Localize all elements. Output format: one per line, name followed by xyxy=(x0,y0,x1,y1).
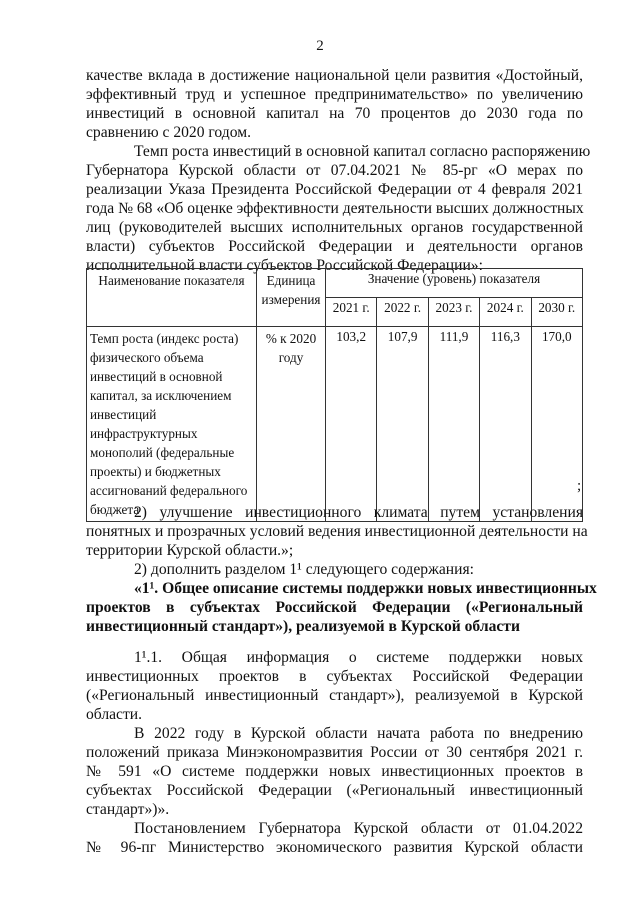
text-line: положений приказа Минэкономразвития России от 30 сентября 2021 г. xyxy=(86,744,583,761)
header-year: 2030 г. xyxy=(531,298,582,327)
value-2030: 170,0 xyxy=(531,327,582,522)
value-2021: 103,2 xyxy=(326,327,377,522)
paragraph xyxy=(86,819,583,857)
text-line: («Региональный инвестиционный стандарт»), реализуемой в Курской xyxy=(86,687,583,704)
text-line: лиц (руководителей высших исполнительных органов государственной xyxy=(86,219,583,236)
text-line: реализации Указа Президента Российской Федерации от 4 февраля 2021 xyxy=(86,181,583,198)
header-value-group: Значение (уровень) показателя xyxy=(326,269,583,298)
text-line: территории Курской области.»; xyxy=(86,542,294,559)
text-line: 2) улучшение инвестиционного климата путем установления xyxy=(134,504,583,521)
text-line: исполнительной власти субъектов Российской Федерации»: xyxy=(86,257,483,274)
table-row xyxy=(87,327,583,522)
indicator-unit: % к 2020 году xyxy=(257,327,326,522)
text-line: власти) субъектов Российской Федерации и деятельности органов xyxy=(86,238,583,255)
text-line: В 2022 году в Курской области начата работа по внедрению xyxy=(134,725,583,742)
text-line: эффективный труд и успешное предпринимательство» по увеличению xyxy=(86,86,583,103)
text-line: инвестиционный стандарт»), реализуемой в Курской области xyxy=(86,618,520,635)
paragraph xyxy=(86,724,583,819)
text-line: инвестиций в основной капитал на 70 процентов до 2030 года по xyxy=(86,105,583,122)
value-2023: 111,9 xyxy=(428,327,479,522)
text-line: № 96-пг Министерство экономического развития Курской области xyxy=(86,839,583,856)
paragraph xyxy=(86,648,583,724)
paragraph xyxy=(86,66,583,142)
intro-text xyxy=(86,66,591,275)
header-year: 2021 г. xyxy=(326,298,377,327)
text-line: стандарт»)». xyxy=(86,801,170,818)
text-line: понятных и прозрачных условий ведения инвестиционной деятельности на xyxy=(86,523,588,540)
text-line: сравнению с 2020 годом. xyxy=(86,124,251,141)
text-line: Постановлением Губернатора Курской области от 01.04.2022 xyxy=(134,820,583,837)
text-line: области. xyxy=(86,706,143,723)
header-unit: Единица измерения xyxy=(257,269,326,327)
body-text xyxy=(86,503,597,857)
value-2022: 107,9 xyxy=(377,327,428,522)
text-line: 1¹.1. Общая информация о системе поддержки новых xyxy=(134,649,583,666)
text-line: субъектах Российской Федерации («Региональный инвестиционный xyxy=(86,782,583,799)
page-number: 2 xyxy=(316,38,324,54)
text-line: инвестиционных проектов в субъектах Российской Федерации xyxy=(86,668,583,685)
indicator-table xyxy=(86,268,583,522)
section-heading xyxy=(86,579,597,636)
header-year: 2022 г. xyxy=(377,298,428,327)
header-name: Наименование показателя xyxy=(87,269,257,327)
paragraph xyxy=(86,142,591,275)
table-trailing-semicolon: ; xyxy=(577,478,582,494)
indicator-name: Темп роста (индекс роста) физического объема инвестиций в основной капитал, за исключением инвестиций инфраструктурных монополий (федеральные проекты) и бюджетных ассигнований федерального бюджета xyxy=(87,327,257,522)
text-line: 2) дополнить разделом 1¹ следующего содержания: xyxy=(134,561,474,578)
text-line: Губернатора Курской области от 07.04.2021 № 85-рг «О мерах по xyxy=(86,162,583,179)
text-line: качестве вклада в достижение национальной цели развития «Достойный, xyxy=(86,67,583,84)
value-2024: 116,3 xyxy=(480,327,531,522)
paragraph xyxy=(86,560,583,579)
text-line: № 591 «О системе поддержки новых инвестиционных проектов в xyxy=(86,763,583,780)
header-year: 2023 г. xyxy=(428,298,479,327)
paragraph xyxy=(86,503,588,560)
text-line: «1¹. Общее описание системы поддержки новых инвестиционных xyxy=(134,580,597,597)
header-year: 2024 г. xyxy=(480,298,531,327)
text-line: проектов в субъектах Российской Федерации («Региональный xyxy=(86,599,583,616)
text-line: Темп роста инвестиций в основной капитал согласно распоряжению xyxy=(134,143,591,160)
text-line: года № 68 «Об оценке эффективности деятельности высших должностных xyxy=(86,200,584,217)
